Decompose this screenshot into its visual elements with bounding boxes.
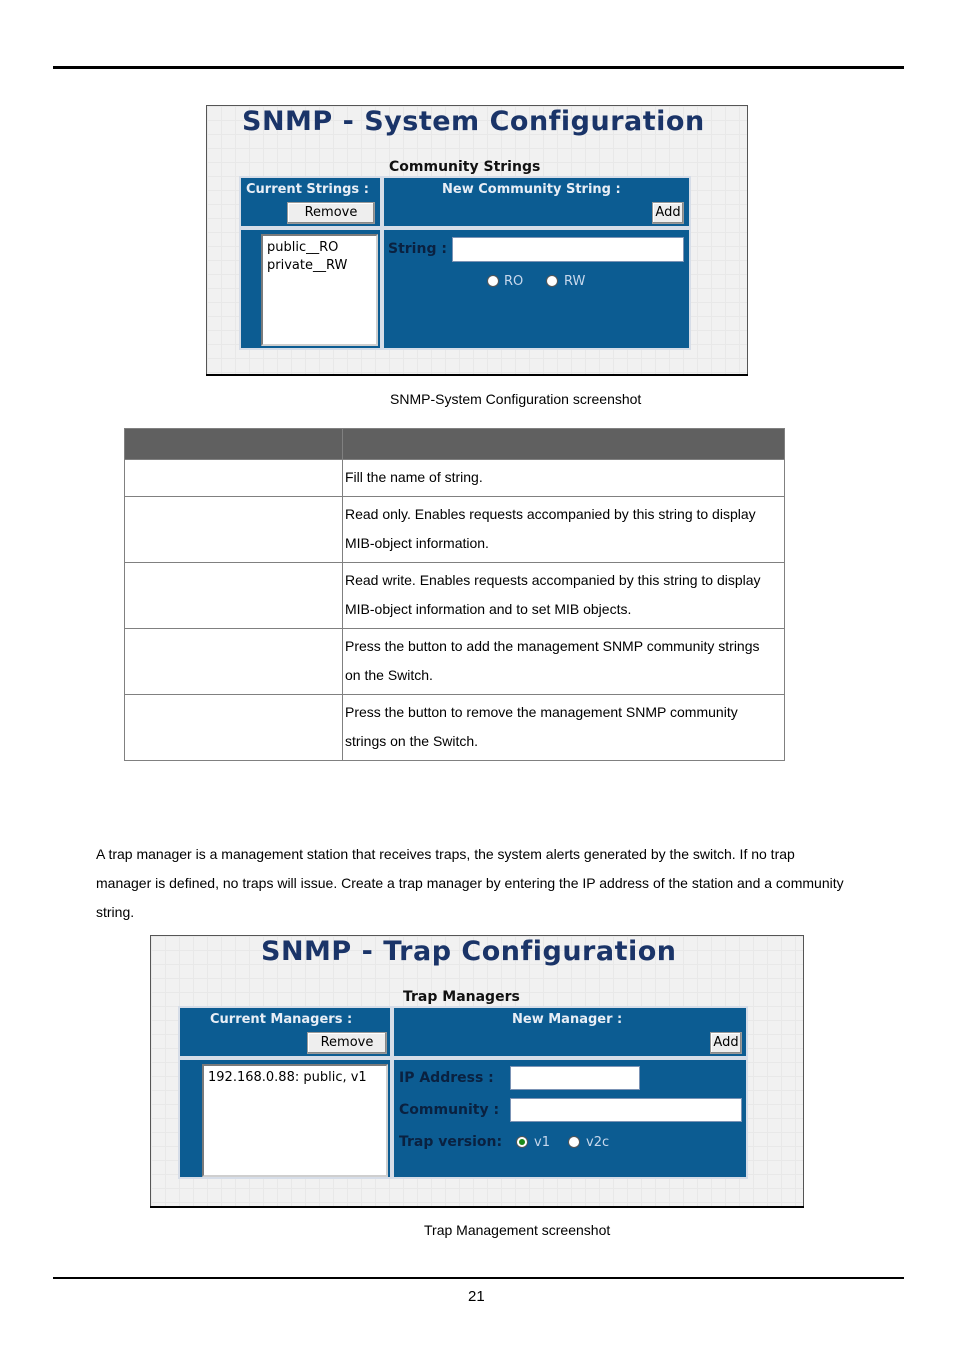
trap-managers-listbox[interactable] — [202, 1064, 388, 1177]
table-header-row — [125, 429, 785, 460]
community-strings-listbox[interactable] — [261, 234, 378, 346]
rw-radio[interactable] — [546, 275, 558, 287]
add-string-button[interactable]: Add — [652, 202, 684, 224]
table-cell-object — [125, 563, 343, 629]
table-row — [125, 497, 785, 563]
table-cell-object — [125, 460, 343, 497]
snmp-system-title: SNMP - System Configuration — [242, 106, 705, 137]
snmp-system-screenshot — [206, 105, 748, 375]
page-number: 21 — [468, 1288, 485, 1305]
new-manager-label: New Manager : — [512, 1012, 623, 1027]
snmp-trap-caption: Trap Management screenshot — [424, 1222, 611, 1238]
current-strings-header-panel — [239, 176, 382, 228]
snmp-system-caption: SNMP-System Configuration screenshot — [390, 391, 642, 407]
new-community-string-label: New Community String : — [442, 182, 621, 197]
remove-string-button[interactable]: Remove — [287, 202, 375, 224]
current-managers-list-panel — [178, 1058, 392, 1179]
v1-radio[interactable] — [516, 1136, 528, 1148]
list-item[interactable]: 192.168.0.88: public, v1 — [208, 1070, 367, 1085]
table-cell-object — [125, 629, 343, 695]
community-input[interactable] — [510, 1098, 742, 1122]
list-item[interactable]: public__RO — [267, 240, 339, 255]
trap-managers-heading: Trap Managers — [403, 989, 520, 1005]
table-cell-object — [125, 497, 343, 563]
v2c-radio[interactable] — [568, 1136, 580, 1148]
new-string-form-panel — [382, 228, 691, 350]
v2c-radio-label: v2c — [586, 1135, 610, 1150]
table-cell-description: Press the button to remove the management SNMP community strings on the Switch. — [343, 695, 785, 761]
table-cell-description: Read only. Enables requests accompanied by this string to display MIB-object information. — [343, 497, 785, 563]
current-managers-label: Current Managers : — [210, 1012, 353, 1027]
list-item[interactable]: private__RW — [267, 258, 348, 273]
table-cell-object — [125, 695, 343, 761]
current-strings-label: Current Strings : — [246, 182, 369, 197]
string-input[interactable] — [452, 237, 684, 262]
footer-rule — [53, 1277, 904, 1279]
ip-address-input[interactable] — [510, 1066, 640, 1090]
snmp-trap-title: SNMP - Trap Configuration — [261, 936, 677, 967]
current-managers-header-panel — [178, 1006, 392, 1058]
new-manager-header-panel — [392, 1006, 748, 1058]
table-cell-description: Press the button to add the management SNMP community strings on the Switch. — [343, 629, 785, 695]
ro-radio-label: RO — [504, 274, 524, 289]
table-header-object — [125, 429, 343, 460]
ro-radio[interactable] — [487, 275, 499, 287]
table-row — [125, 563, 785, 629]
table-row — [125, 629, 785, 695]
table-cell-description: Fill the name of string. — [343, 460, 785, 497]
community-strings-heading: Community Strings — [389, 159, 541, 175]
rw-radio-label: RW — [564, 274, 586, 289]
table-row — [125, 695, 785, 761]
table-header-description — [343, 429, 785, 460]
community-label: Community : — [399, 1102, 500, 1118]
string-label: String : — [388, 241, 447, 257]
table-row — [125, 460, 785, 497]
v1-radio-label: v1 — [534, 1135, 550, 1150]
table-cell-description: Read write. Enables requests accompanied by this string to display MIB-object information and to set MIB objects. — [343, 563, 785, 629]
snmp-trap-screenshot — [150, 935, 804, 1207]
current-strings-list-panel — [239, 228, 382, 350]
parameter-table — [124, 428, 785, 761]
new-community-header-panel — [382, 176, 691, 228]
trap-version-label: Trap version: — [399, 1134, 503, 1150]
new-manager-form-panel — [392, 1058, 748, 1179]
remove-manager-button[interactable]: Remove — [307, 1032, 387, 1054]
ip-address-label: IP Address : — [399, 1070, 494, 1086]
header-rule — [53, 66, 904, 69]
trap-manager-paragraph: A trap manager is a management station that receives traps, the system alerts generated by the switch. If no trap manager is defined, no traps will issue. Create a trap manager by entering the IP address of the station and a community string. — [96, 846, 844, 920]
add-manager-button[interactable]: Add — [710, 1032, 742, 1054]
